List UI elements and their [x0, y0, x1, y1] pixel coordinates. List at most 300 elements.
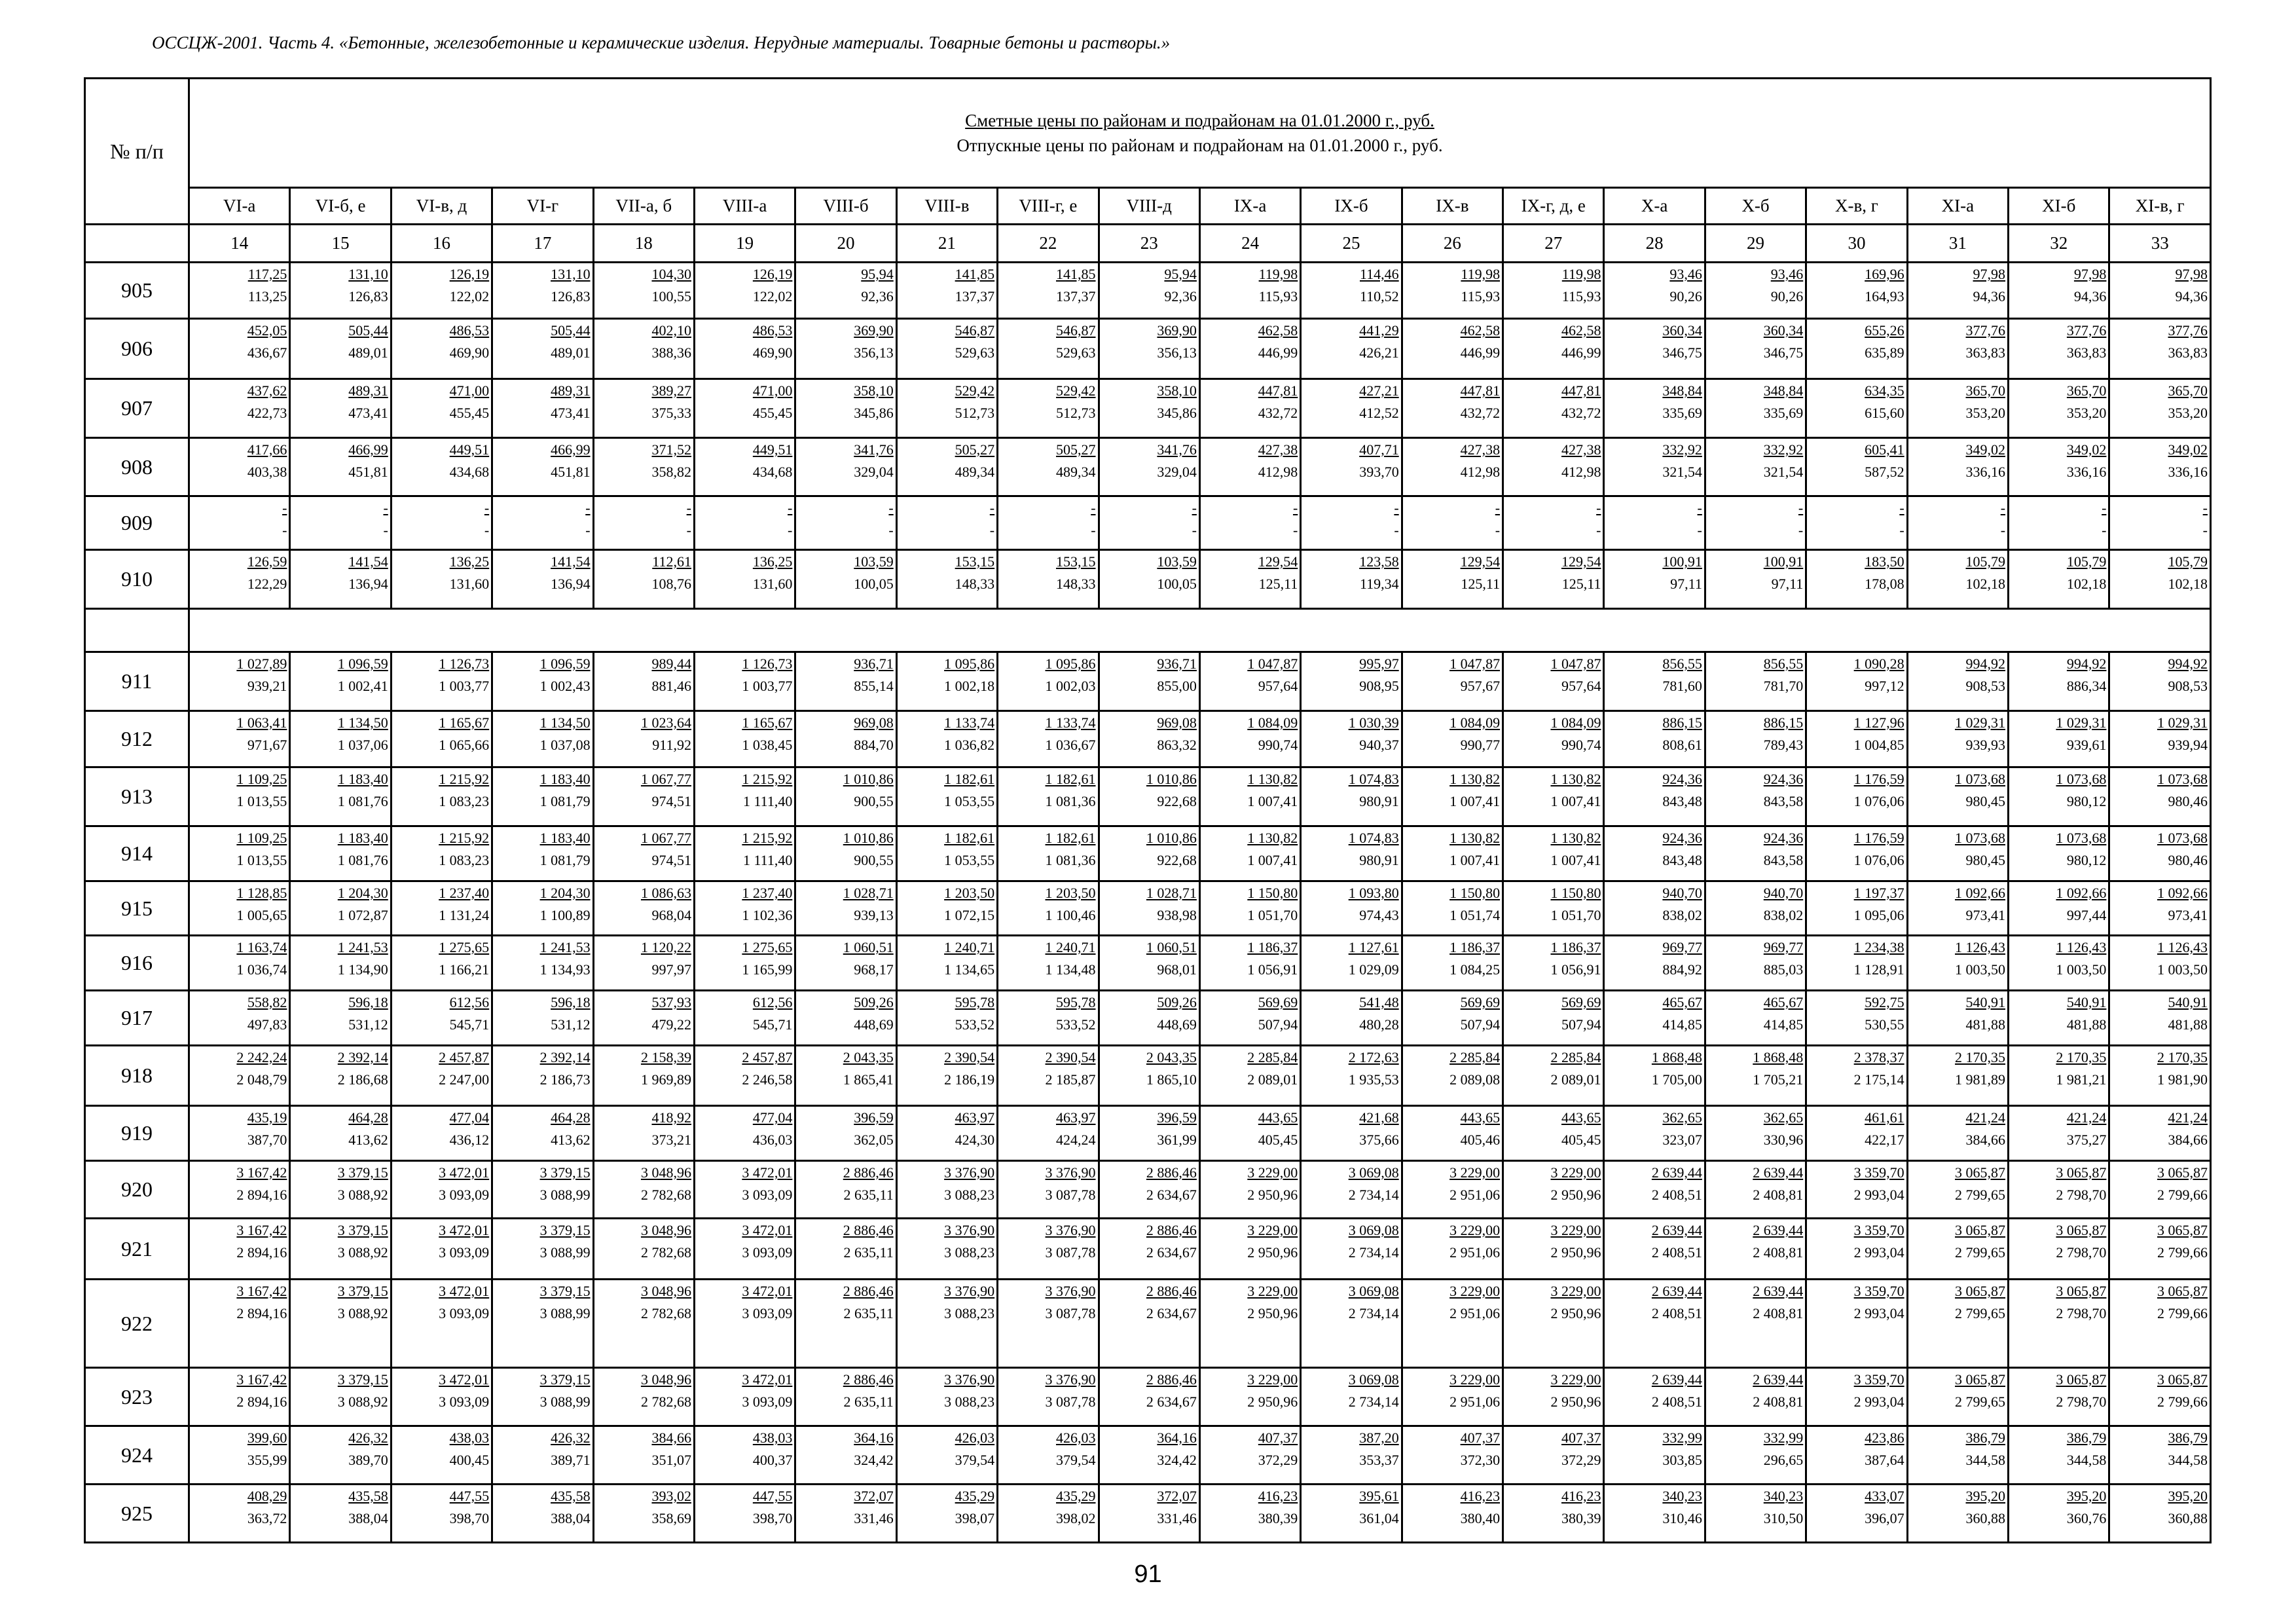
estimated-price: 372,07: [854, 1488, 894, 1504]
estimated-price: 1 203,50: [1045, 885, 1096, 901]
release-price: 2 951,06: [1449, 1393, 1501, 1410]
release-price: 2 799,65: [1955, 1187, 2006, 1203]
price-cell: [391, 496, 492, 550]
release-price: 296,65: [1763, 1452, 1804, 1468]
release-price: 512,73: [1056, 405, 1096, 421]
estimated-price: 1 047,87: [1550, 655, 1601, 672]
estimated-price: 1 237,40: [439, 885, 490, 901]
price-cell: [2009, 1485, 2109, 1543]
price-cell: [1806, 1161, 1907, 1219]
estimated-price: 2 242,24: [236, 1049, 287, 1065]
estimated-price: 3 167,42: [236, 1222, 287, 1238]
price-cell: [896, 826, 997, 881]
release-price: 2 408,81: [1753, 1187, 1804, 1203]
price-cell: [694, 936, 795, 991]
price-cell: [1705, 1280, 1806, 1368]
price-cell: [1705, 550, 1806, 609]
price-cell: [290, 1485, 391, 1543]
release-price: 1 081,76: [337, 793, 388, 809]
price-cell: [391, 1368, 492, 1426]
estimated-price: 3 069,08: [1348, 1371, 1399, 1388]
price-cell: [290, 991, 391, 1046]
release-price: 2 894,16: [236, 1393, 287, 1410]
price-cell: [1099, 881, 1199, 936]
release-price: 881,46: [651, 678, 691, 694]
price-cell: [896, 1161, 997, 1219]
estimated-price: 1 130,82: [1449, 830, 1501, 846]
price-cell: [1604, 711, 1705, 767]
price-cell: [1604, 438, 1705, 496]
price-cell: [1503, 1426, 1604, 1485]
release-price: 489,01: [551, 344, 591, 361]
release-price: 1 081,36: [1045, 793, 1096, 809]
release-price: 164,93: [1865, 288, 1904, 304]
release-price: 489,01: [348, 344, 388, 361]
release-price: 1 095,06: [1853, 907, 1904, 923]
estimated-price: 441,29: [1359, 322, 1399, 339]
price-cell: [1503, 1046, 1604, 1106]
price-cell: [896, 1046, 997, 1106]
estimated-price: 416,23: [1258, 1488, 1298, 1504]
estimated-price: 2 639,44: [1651, 1164, 1702, 1181]
table-row: [85, 1161, 2211, 1219]
estimated-price: 1 029,31: [2157, 714, 2208, 731]
estimated-price: 362,65: [1763, 1109, 1804, 1126]
release-price: 1 134,93: [539, 961, 591, 978]
release-price: 1 036,74: [236, 961, 287, 978]
estimated-price: 396,59: [1157, 1109, 1197, 1126]
estimated-price: 612,56: [449, 994, 490, 1010]
region-header: VI-б, е: [290, 188, 391, 225]
release-price: 3 088,92: [337, 1393, 388, 1410]
price-cell: [2009, 1280, 2109, 1368]
estimated-price: 386,79: [2168, 1430, 2208, 1446]
estimated-price: 377,76: [1965, 322, 2006, 339]
estimated-price: 3 229,00: [1449, 1371, 1501, 1388]
estimated-price: 2 170,35: [2056, 1049, 2107, 1065]
price-cell: [492, 1106, 593, 1161]
release-price: 940,37: [1359, 737, 1399, 753]
price-cell: [593, 1280, 694, 1368]
release-price: 3 088,99: [539, 1244, 591, 1261]
estimated-price: 558,82: [247, 994, 287, 1010]
estimated-price: 1 868,48: [1651, 1049, 1702, 1065]
estimated-price: 407,71: [1359, 441, 1399, 458]
estimated-price: 371,52: [651, 441, 691, 458]
estimated-price: 462,58: [1258, 322, 1298, 339]
price-cell: [1604, 767, 1705, 826]
estimated-price: 464,28: [348, 1109, 388, 1126]
price-cell: [593, 1426, 694, 1485]
price-cell: [1705, 881, 1806, 936]
release-price: 1 002,41: [337, 678, 388, 694]
price-cell: [290, 1106, 391, 1161]
estimated-price: 426,03: [1056, 1430, 1096, 1446]
estimated-price: 924,36: [1662, 830, 1702, 846]
price-cell: [492, 711, 593, 767]
release-price: 1 065,66: [439, 737, 490, 753]
price-cell: [593, 652, 694, 711]
release-price: -: [2202, 522, 2208, 538]
release-price: 2 089,01: [1550, 1071, 1601, 1088]
release-price: 3 088,23: [944, 1393, 995, 1410]
estimated-price: 103,59: [854, 553, 894, 570]
release-price: 446,99: [1258, 344, 1298, 361]
estimated-price: 529,42: [955, 382, 995, 399]
release-price: 2 048,79: [236, 1071, 287, 1088]
release-price: 125,11: [1461, 576, 1501, 592]
estimated-price: 421,24: [1965, 1109, 2006, 1126]
price-cell: [2109, 1368, 2211, 1426]
price-cell: [795, 1161, 896, 1219]
release-price: 990,77: [1460, 737, 1501, 753]
price-cell: [694, 1426, 795, 1485]
release-price: 344,58: [2168, 1452, 2208, 1468]
release-price: 131,60: [752, 576, 793, 592]
price-cell: [290, 1280, 391, 1368]
estimated-price: 1 047,87: [1247, 655, 1298, 672]
column-number: 24: [1199, 225, 1300, 263]
estimated-price: 141,85: [955, 266, 995, 282]
price-cell: [1402, 1161, 1503, 1219]
row-number: 906: [85, 319, 189, 379]
estimated-price: 1 234,38: [1853, 939, 1904, 955]
estimated-price: 126,19: [752, 266, 793, 282]
price-cell: [1907, 1368, 2008, 1426]
release-price: 838,02: [1763, 907, 1804, 923]
price-cell: [2109, 767, 2211, 826]
estimated-price: 341,76: [1157, 441, 1197, 458]
estimated-price: 141,85: [1056, 266, 1096, 282]
release-price: 361,04: [1359, 1510, 1399, 1526]
release-price: 908,95: [1359, 678, 1399, 694]
estimated-price: 1 060,51: [1146, 939, 1197, 955]
price-cell: [2009, 379, 2109, 438]
estimated-price: 1 182,61: [944, 771, 995, 787]
price-cell: [795, 991, 896, 1046]
region-header: IX-а: [1199, 188, 1300, 225]
estimated-price: 427,38: [1460, 441, 1501, 458]
estimated-price: 1 074,83: [1348, 771, 1399, 787]
price-cell: [795, 550, 896, 609]
price-cell: [1099, 550, 1199, 609]
release-price: 412,98: [1258, 464, 1298, 480]
estimated-price: 362,65: [1662, 1109, 1702, 1126]
release-price: 136,94: [348, 576, 388, 592]
estimated-price: 3 472,01: [439, 1164, 490, 1181]
release-price: 990,74: [1561, 737, 1601, 753]
table-row: [85, 1219, 2211, 1280]
price-cell: [795, 1485, 896, 1543]
estimated-price: 569,69: [1460, 994, 1501, 1010]
release-price: 2 799,65: [1955, 1305, 2006, 1321]
price-cell: [1503, 1161, 1604, 1219]
estimated-price: 3 065,87: [2056, 1371, 2107, 1388]
release-price: 380,39: [1258, 1510, 1298, 1526]
estimated-price: 924,36: [1763, 771, 1804, 787]
region-header-row: [85, 188, 2211, 225]
release-price: 1 083,23: [439, 793, 490, 809]
price-cell: [1199, 379, 1300, 438]
release-price: -: [383, 522, 388, 538]
release-price: 148,33: [955, 576, 995, 592]
estimated-price: 2 886,46: [1146, 1222, 1197, 1238]
price-cell: [1806, 1106, 1907, 1161]
price-cell: [1907, 936, 2008, 991]
release-price: 2 186,68: [337, 1071, 388, 1088]
estimated-price: 3 376,90: [1045, 1283, 1096, 1299]
price-cell: [492, 1161, 593, 1219]
estimated-price: 1 183,40: [337, 830, 388, 846]
estimated-price: 462,58: [1460, 322, 1501, 339]
release-price: 968,01: [1157, 961, 1197, 978]
estimated-price: 969,08: [854, 714, 894, 731]
release-price: 3 088,23: [944, 1244, 995, 1261]
release-price: 997,44: [2066, 907, 2107, 923]
release-price: 3 088,92: [337, 1187, 388, 1203]
release-price: 968,17: [854, 961, 894, 978]
price-cell: [1199, 496, 1300, 550]
estimated-price: 423,86: [1865, 1430, 1904, 1446]
price-cell: [1806, 1485, 1907, 1543]
price-cell: [1806, 936, 1907, 991]
release-price: 2 799,66: [2157, 1393, 2208, 1410]
release-price: 2 408,51: [1651, 1187, 1702, 1203]
row-number: 918: [85, 1046, 189, 1106]
release-price: 1 036,67: [1045, 737, 1096, 753]
region-header: VIII-г, е: [998, 188, 1099, 225]
price-cell: [593, 263, 694, 319]
column-number: 18: [593, 225, 694, 263]
price-cell: [1301, 936, 1402, 991]
price-cell: [1705, 263, 1806, 319]
estimated-price: 1 203,50: [944, 885, 995, 901]
price-cell: [1199, 319, 1300, 379]
price-cell: [492, 496, 593, 550]
price-cell: [290, 1161, 391, 1219]
release-price: 1 128,91: [1853, 961, 1904, 978]
release-price: 405,46: [1460, 1132, 1501, 1148]
price-cell: [391, 263, 492, 319]
price-cell: [1705, 1219, 1806, 1280]
estimated-price: 349,02: [2066, 441, 2107, 458]
price-cell: [492, 1219, 593, 1280]
price-cell: [795, 767, 896, 826]
price-cell: [189, 496, 290, 550]
release-price: 2 993,04: [1853, 1244, 1904, 1261]
estimated-price: 592,75: [1865, 994, 1904, 1010]
release-price: 939,93: [1965, 737, 2006, 753]
estimated-price: 1 120,22: [640, 939, 691, 955]
estimated-price: 399,60: [247, 1430, 287, 1446]
price-cell: [492, 1368, 593, 1426]
estimated-price: 418,92: [651, 1109, 691, 1126]
release-price: 2 186,19: [944, 1071, 995, 1088]
release-price: 455,45: [449, 405, 490, 421]
estimated-price: 1 093,80: [1348, 885, 1399, 901]
estimated-price: 97,98: [1973, 266, 2006, 282]
estimated-price: 1 073,68: [2157, 830, 2208, 846]
estimated-price: 105,79: [2168, 553, 2208, 570]
price-cell: [998, 319, 1099, 379]
row-number: 914: [85, 826, 189, 881]
release-price: 980,45: [1965, 852, 2006, 868]
release-price: 2 993,04: [1853, 1393, 1904, 1410]
release-price: 389,71: [551, 1452, 591, 1468]
price-cell: [1199, 1426, 1300, 1485]
estimated-price: 3 065,87: [1955, 1371, 2006, 1388]
estimated-price: 2 285,84: [1247, 1049, 1298, 1065]
estimated-price: 2 043,35: [843, 1049, 894, 1065]
estimated-price: 1 165,67: [439, 714, 490, 731]
estimated-price: 3 472,01: [439, 1283, 490, 1299]
table-row: [85, 881, 2211, 936]
release-price: 126,83: [348, 288, 388, 304]
row-number: 924: [85, 1426, 189, 1485]
price-cell: [1199, 711, 1300, 767]
estimated-price: 386,79: [1965, 1430, 2006, 1446]
price-cell: [896, 1280, 997, 1368]
estimated-price: 104,30: [651, 266, 691, 282]
estimated-price: 447,81: [1258, 382, 1298, 399]
release-price: 2 734,14: [1348, 1305, 1399, 1321]
price-cell: [1806, 1046, 1907, 1106]
price-cell: [1402, 263, 1503, 319]
row-number: 907: [85, 379, 189, 438]
release-price: 324,42: [1157, 1452, 1197, 1468]
release-price: 1 084,25: [1449, 961, 1501, 978]
estimated-price: 1 096,59: [539, 655, 591, 672]
release-price: 321,54: [1662, 464, 1702, 480]
release-price: 2 799,65: [1955, 1393, 2006, 1410]
estimated-price: 393,02: [651, 1488, 691, 1504]
price-cell: [290, 881, 391, 936]
price-cell: [189, 319, 290, 379]
price-cell: [1402, 881, 1503, 936]
release-price: 363,83: [1965, 344, 2006, 361]
price-cell: [391, 881, 492, 936]
column-number: 25: [1301, 225, 1402, 263]
price-cell: [189, 1485, 290, 1543]
price-cell: [998, 711, 1099, 767]
release-price: 529,63: [955, 344, 995, 361]
estimated-price: 153,15: [955, 553, 995, 570]
estimated-price: 93,46: [1669, 266, 1702, 282]
price-cell: [2009, 767, 2109, 826]
release-price: 1 081,36: [1045, 852, 1096, 868]
release-price: 2 950,96: [1247, 1244, 1298, 1261]
estimated-price: 1 086,63: [640, 885, 691, 901]
estimated-price: 408,29: [247, 1488, 287, 1504]
release-price: 2 734,14: [1348, 1393, 1399, 1410]
release-price: 310,46: [1662, 1510, 1702, 1526]
row-number: 908: [85, 438, 189, 496]
release-price: 400,45: [449, 1452, 490, 1468]
release-price: 3 093,09: [439, 1305, 490, 1321]
price-cell: [694, 263, 795, 319]
price-cell: [1503, 1368, 1604, 1426]
estimated-price: 1 063,41: [236, 714, 287, 731]
price-cell: [1099, 711, 1199, 767]
estimated-price: 655,26: [1865, 322, 1904, 339]
estimated-price: 3 376,90: [944, 1164, 995, 1181]
estimated-price: 1 182,61: [1045, 830, 1096, 846]
estimated-price: 3 167,42: [236, 1164, 287, 1181]
document-header: ОССЦЖ-2001. Часть 4. «Бетонные, железобетонные и керамические изделия. Нерудные материалы. Товарные бетоны и растворы.»: [152, 33, 1171, 52]
release-price: 1 007,41: [1247, 852, 1298, 868]
row-number: 916: [85, 936, 189, 991]
estimated-price: 3 065,87: [1955, 1222, 2006, 1238]
estimated-price: 443,65: [1258, 1109, 1298, 1126]
release-price: 1 051,74: [1449, 907, 1501, 923]
price-cell: [290, 652, 391, 711]
price-cell: [1301, 1106, 1402, 1161]
estimated-price: 505,27: [955, 441, 995, 458]
estimated-price: 1 176,59: [1853, 830, 1904, 846]
estimated-price: 387,20: [1359, 1430, 1399, 1446]
release-price: 446,99: [1561, 344, 1601, 361]
estimated-price: 1 130,82: [1550, 771, 1601, 787]
release-price: 329,04: [1157, 464, 1197, 480]
estimated-price: 1 010,86: [843, 830, 894, 846]
price-cell: [1705, 826, 1806, 881]
price-cell: [290, 711, 391, 767]
price-cell: [1806, 319, 1907, 379]
price-cell: [1604, 826, 1705, 881]
release-price: 362,05: [854, 1132, 894, 1148]
price-cell: [1301, 652, 1402, 711]
price-cell: [1199, 1368, 1300, 1426]
price-cell: [189, 936, 290, 991]
estimated-price: 1 197,37: [1853, 885, 1904, 901]
release-price: 2 734,14: [1348, 1187, 1399, 1203]
price-cell: [2009, 711, 2109, 767]
release-price: 886,34: [2066, 678, 2107, 694]
price-cell: [290, 319, 391, 379]
price-cell: [492, 550, 593, 609]
estimated-price: 1 126,43: [2056, 939, 2107, 955]
price-cell: [2009, 881, 2109, 936]
release-price: 587,52: [1865, 464, 1904, 480]
price-cell: [1099, 263, 1199, 319]
price-cell: [2109, 1046, 2211, 1106]
estimated-price: 477,04: [752, 1109, 793, 1126]
price-cell: [1301, 711, 1402, 767]
price-cell: [1301, 881, 1402, 936]
estimated-price: 364,16: [1157, 1430, 1197, 1446]
release-price: 336,16: [2168, 464, 2208, 480]
estimated-price: 2 639,44: [1753, 1371, 1804, 1388]
price-cell: [1705, 1426, 1806, 1485]
estimated-price: 2 886,46: [843, 1222, 894, 1238]
price-cell: [2109, 1219, 2211, 1280]
estimated-price: 349,02: [2168, 441, 2208, 458]
estimated-price: 93,46: [1770, 266, 1804, 282]
release-price: 122,02: [752, 288, 793, 304]
price-cell: [694, 438, 795, 496]
estimated-price: 2 886,46: [843, 1283, 894, 1299]
release-price: 545,71: [449, 1016, 490, 1033]
price-cell: [1907, 991, 2008, 1046]
release-price: 974,51: [651, 793, 691, 809]
release-price: 451,81: [348, 464, 388, 480]
estimated-price: 3 065,87: [2056, 1222, 2107, 1238]
price-cell: [1301, 1161, 1402, 1219]
release-price: 344,58: [2066, 1452, 2107, 1468]
table-row: [85, 496, 2211, 550]
estimated-price: 569,69: [1258, 994, 1298, 1010]
estimated-price: 1 023,64: [640, 714, 691, 731]
